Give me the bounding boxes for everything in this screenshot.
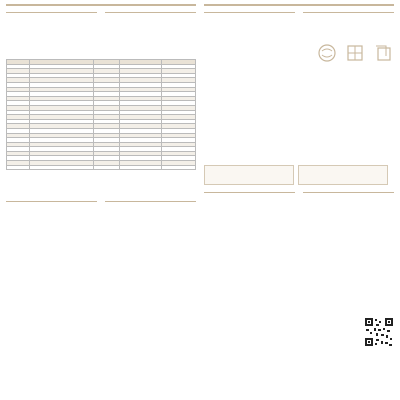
install-note [204, 103, 394, 107]
table-note [6, 184, 196, 188]
spec-table-cell [29, 165, 93, 170]
tile-icon [345, 43, 365, 63]
usage-note [204, 232, 394, 236]
quality-spec-header [6, 8, 196, 16]
selection-note [6, 230, 196, 234]
installation-illustration [298, 165, 388, 185]
installation-illustration [204, 165, 294, 185]
usage-note [204, 215, 394, 219]
roll-icon [317, 43, 337, 63]
usage-note [204, 254, 394, 258]
installation-icon-3 [371, 43, 394, 67]
page-footer [0, 392, 400, 396]
qr-caption-line [204, 332, 358, 336]
usage-note [204, 259, 394, 263]
quality-intro-line [6, 41, 196, 45]
selection-notes-title [97, 197, 105, 205]
usage-notes-title [295, 188, 303, 196]
install-note [204, 108, 394, 112]
table-note [6, 179, 196, 183]
qr-caption [204, 326, 358, 337]
usage-note [204, 210, 394, 214]
quality-intro-line [6, 36, 196, 40]
install-intro [204, 19, 394, 40]
installation-icon-1 [316, 43, 339, 67]
qr-code[interactable] [364, 317, 394, 347]
install-note [204, 136, 394, 140]
spec-table-cell [161, 165, 195, 170]
install-note [204, 158, 394, 162]
selection-note [6, 219, 196, 223]
quality-spec-title [97, 8, 105, 16]
install-note [204, 81, 394, 85]
usage-note [204, 303, 394, 307]
layered-tile-icon [373, 43, 393, 63]
install-notes [204, 70, 394, 162]
install-intro-line [204, 25, 394, 29]
top-rule [204, 4, 394, 6]
usage-note [204, 248, 394, 252]
top-rule [6, 4, 196, 6]
right-column [204, 4, 394, 347]
install-intro-line [204, 36, 394, 40]
selection-notes [6, 208, 196, 245]
install-note [204, 114, 394, 118]
table-note [6, 190, 196, 194]
selection-note [6, 235, 196, 239]
install-intro-line [204, 30, 394, 34]
table-note [6, 173, 196, 177]
usage-note [204, 298, 394, 302]
selection-note [6, 208, 196, 212]
icon-label [316, 63, 339, 67]
usage-note [204, 204, 394, 208]
installation-icons [316, 43, 394, 67]
install-note [204, 130, 394, 134]
spec-table-cell [93, 165, 119, 170]
usage-note [204, 281, 394, 285]
quality-intro [6, 19, 196, 56]
spec-table-cell [120, 165, 162, 170]
usage-note [204, 199, 394, 203]
icon-label [344, 63, 367, 67]
quality-intro-line [6, 19, 196, 23]
qr-block [204, 317, 394, 347]
install-note [204, 70, 394, 74]
install-note [204, 86, 394, 90]
usage-note [204, 265, 394, 269]
table-notes [6, 173, 196, 194]
usage-notes-header [204, 188, 394, 196]
usage-note [204, 276, 394, 280]
install-note [204, 92, 394, 96]
selection-notes-header [6, 197, 196, 205]
illustration-row [204, 165, 394, 185]
usage-notes [204, 199, 394, 313]
spec-table-body [7, 64, 196, 170]
spec-table [6, 59, 196, 170]
install-note [204, 75, 394, 79]
install-note [204, 119, 394, 123]
spec-table-cell [7, 165, 30, 170]
usage-note [204, 309, 394, 313]
qr-caption-line [204, 326, 358, 330]
install-note [204, 125, 394, 129]
installation-icon-2 [344, 43, 367, 67]
usage-note [204, 237, 394, 241]
install-note [204, 147, 394, 151]
spec-table-row [7, 165, 196, 170]
install-note [204, 152, 394, 156]
usage-note [204, 226, 394, 230]
install-intro-line [204, 19, 394, 23]
usage-note [204, 243, 394, 247]
selection-note [6, 213, 196, 217]
usage-note [204, 287, 394, 291]
selection-note [6, 241, 196, 245]
selection-note [6, 224, 196, 228]
quality-intro-line [6, 30, 196, 34]
usage-note [204, 221, 394, 225]
usage-note [204, 292, 394, 296]
install-notes-header [204, 8, 394, 16]
quality-intro-line [6, 25, 196, 29]
quality-intro-line [6, 47, 196, 51]
usage-note [204, 270, 394, 274]
install-note [204, 141, 394, 145]
quality-intro-line [6, 52, 196, 56]
left-column [6, 4, 196, 248]
install-note [204, 97, 394, 101]
install-notes-title [295, 8, 303, 16]
icon-label [371, 63, 394, 67]
